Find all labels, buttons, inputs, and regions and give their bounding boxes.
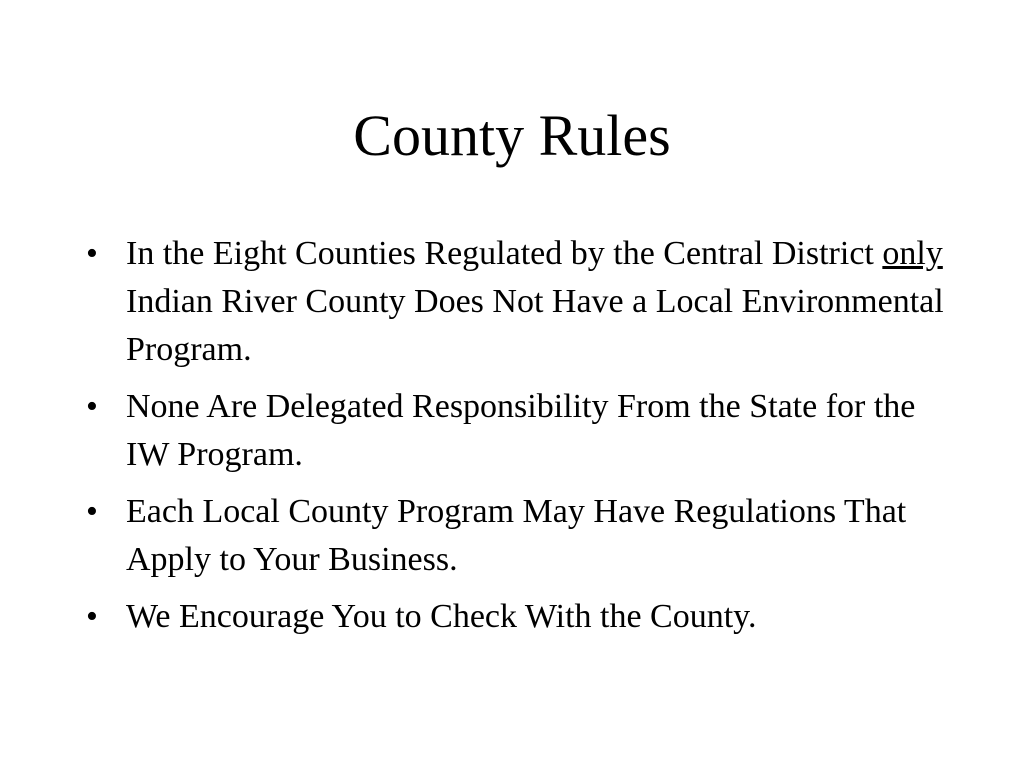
bullet-marker: • [86,598,98,635]
bullet-item-2 [80,383,960,479]
bullet-marker: • [86,493,98,530]
bullet-3-text: Each Local County Program May Have Regulations That Apply to Your Business. [126,493,907,578]
bullet-1-text-end: Indian River County Does Not Have a Local Environmental Program. [126,283,944,368]
bullet-item-4 [80,593,960,641]
bullet-list [80,230,960,650]
slide-title: County Rules [353,103,671,168]
bullet-marker: • [86,235,98,272]
bullet-item-1 [80,230,960,374]
bullet-2-text: None Are Delegated Responsibility From the State for the IW Program. [126,388,916,473]
bullet-item-3 [80,488,960,584]
bullet-4-text: We Encourage You to Check With the County. [126,598,757,635]
bullet-marker: • [86,388,98,425]
bullet-1-text-start: In the Eight Counties Regulated by the Central District [126,235,883,272]
bullet-1-emphasis: only [882,235,943,272]
